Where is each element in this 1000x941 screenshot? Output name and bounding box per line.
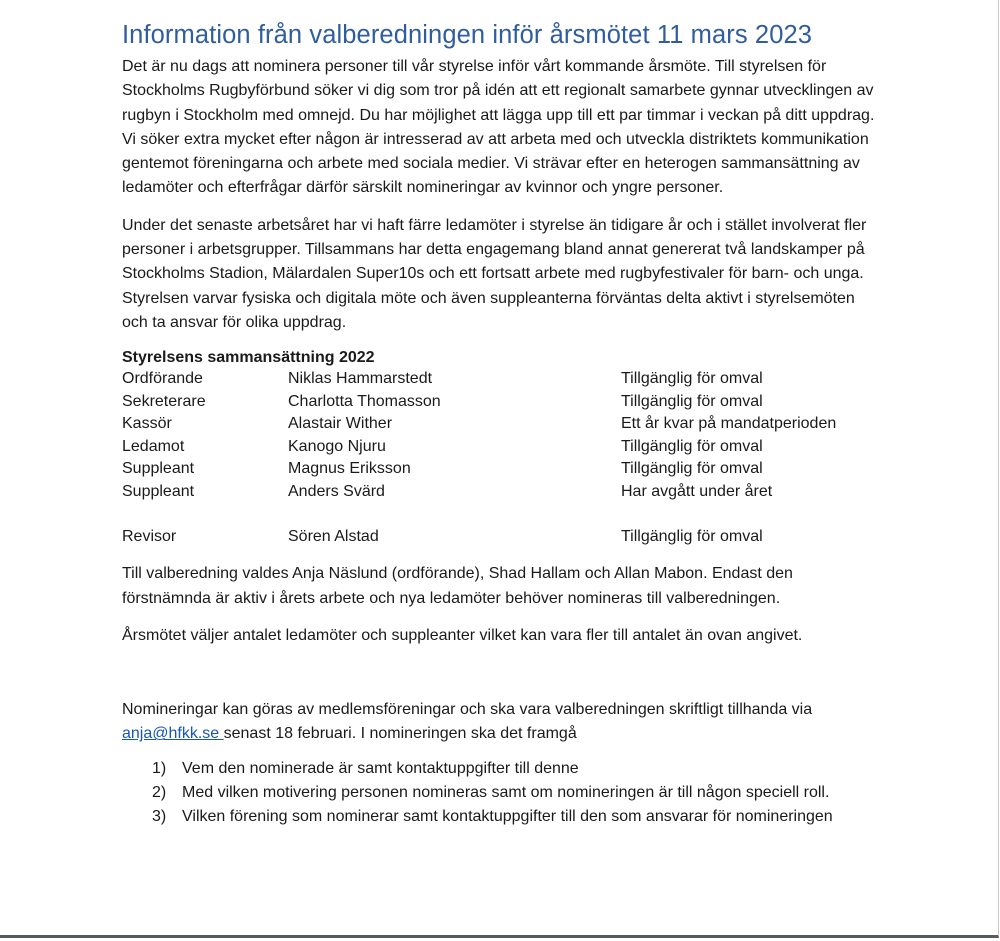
page-title: Information från valberedningen inför årsmötet 11 mars 2023 xyxy=(122,21,813,49)
list-item xyxy=(122,757,882,781)
board-row xyxy=(122,391,882,414)
board-status: Har avgått under året xyxy=(621,482,773,500)
board-status: Tillgänglig för omval xyxy=(621,437,763,455)
list-item-text: Med vilken motivering personen nomineras samt om nomineringen är till någon speciell roll. xyxy=(182,783,830,801)
board-row xyxy=(122,436,882,459)
board-roster xyxy=(122,368,882,548)
instructions-text-start: Nomineringar kan göras av medlemsföreningar och ska vara valberedningen skriftligt tillhanda via xyxy=(122,701,813,719)
board-status: Tillgänglig för omval xyxy=(621,460,763,478)
list-item-text: Vem den nominerade är samt kontaktuppgifter till denne xyxy=(182,759,579,777)
board-row xyxy=(122,368,882,391)
board-row xyxy=(122,458,882,481)
row-spacer xyxy=(122,503,882,526)
board-row xyxy=(122,413,882,436)
nomination-instructions-paragraph xyxy=(122,698,882,747)
list-item-text: Vilken förening som nominerar samt kontaktuppgifter till den som ansvarar för nomineringen xyxy=(182,807,833,825)
instructions-text-end: senast 18 februari. I nomineringen ska det framgå xyxy=(223,725,577,743)
board-name: Magnus Eriksson xyxy=(288,460,411,478)
email-link[interactable]: anja@hfkk.se xyxy=(122,725,224,743)
nomination-requirements-list xyxy=(122,757,882,829)
board-role: Ledamot xyxy=(122,437,185,455)
board-section-title: Styrelsens sammansättning 2022 xyxy=(122,349,375,367)
auditor-row xyxy=(122,526,882,549)
board-name: Alastair Wither xyxy=(288,415,393,433)
board-role: Suppleant xyxy=(122,460,195,478)
board-row xyxy=(122,481,882,504)
nomination-committee-paragraph: Till valberedning valdes Anja Näslund (ordförande), Shad Hallam och Allan Mabon. Endast den förstnämnda är aktiv i årets arbete och nya ledamöter behöver nomineras till valberedningen. xyxy=(122,565,793,607)
list-number: 1) xyxy=(152,759,167,777)
auditor-status: Tillgänglig för omval xyxy=(621,527,763,545)
annual-meeting-paragraph: Årsmötet väljer antalet ledamöter och suppleanter vilket kan vara fler till antalet än ovan angivet. xyxy=(122,626,803,644)
work-year-paragraph: Under det senaste arbetsåret har vi haft färre ledamöter i styrelse än tidigare år och i stället involverat fler personer i arbetsgrupper. Tillsammans har detta engagemang bland annat genererat två landskamper på Stockholms Stadion, Mälardalen Super10s och ett fortsatt arbete med rugbyfestivaler för barn- och unga. Styrelsen varvar fysiska och digitala möte och även suppleanterna förväntas delta aktivt i styrelsemöten och ta ansvar för olika uppdrag. xyxy=(122,216,867,331)
auditor-role: Revisor xyxy=(122,527,177,545)
list-number: 2) xyxy=(152,783,167,801)
board-status: Tillgänglig för omval xyxy=(621,370,763,388)
intro-paragraph: Det är nu dags att nominera personer till vår styrelse inför vårt kommande årsmöte. Till styrelsen för Stockholms Rugbyförbund söker vi dig som tror på idén att ett regionalt samarbete gynnar utvecklingen av rugbyn i Stockholm med omnejd. Du har möjlighet att lägga upp till ett par timmar i veckan på ditt uppdrag. Vi söker extra mycket efter någon är intresserad av att arbeta med och utveckla distriktets kommunikation gentemot föreningarna och arbete med sociala medier. Vi strävar efter en heterogen sammansättning av ledamöter och efterfrågar därför särskilt nomineringar av kvinnor och yngre personer. xyxy=(122,58,875,197)
auditor-name: Sören Alstad xyxy=(288,527,379,545)
board-name: Niklas Hammarstedt xyxy=(288,370,433,388)
board-status: Ett år kvar på mandatperioden xyxy=(621,415,837,433)
document-content xyxy=(122,18,882,829)
board-role: Kassör xyxy=(122,415,172,433)
list-number: 3) xyxy=(152,807,167,825)
board-name: Anders Svärd xyxy=(288,482,385,500)
list-item xyxy=(122,805,882,829)
board-name: Kanogo Njuru xyxy=(288,437,386,455)
list-item xyxy=(122,781,882,805)
board-role: Sekreterare xyxy=(122,392,206,410)
board-role: Ordförande xyxy=(122,370,203,388)
board-role: Suppleant xyxy=(122,482,195,500)
board-status: Tillgänglig för omval xyxy=(621,392,763,410)
board-name: Charlotta Thomasson xyxy=(288,392,441,410)
